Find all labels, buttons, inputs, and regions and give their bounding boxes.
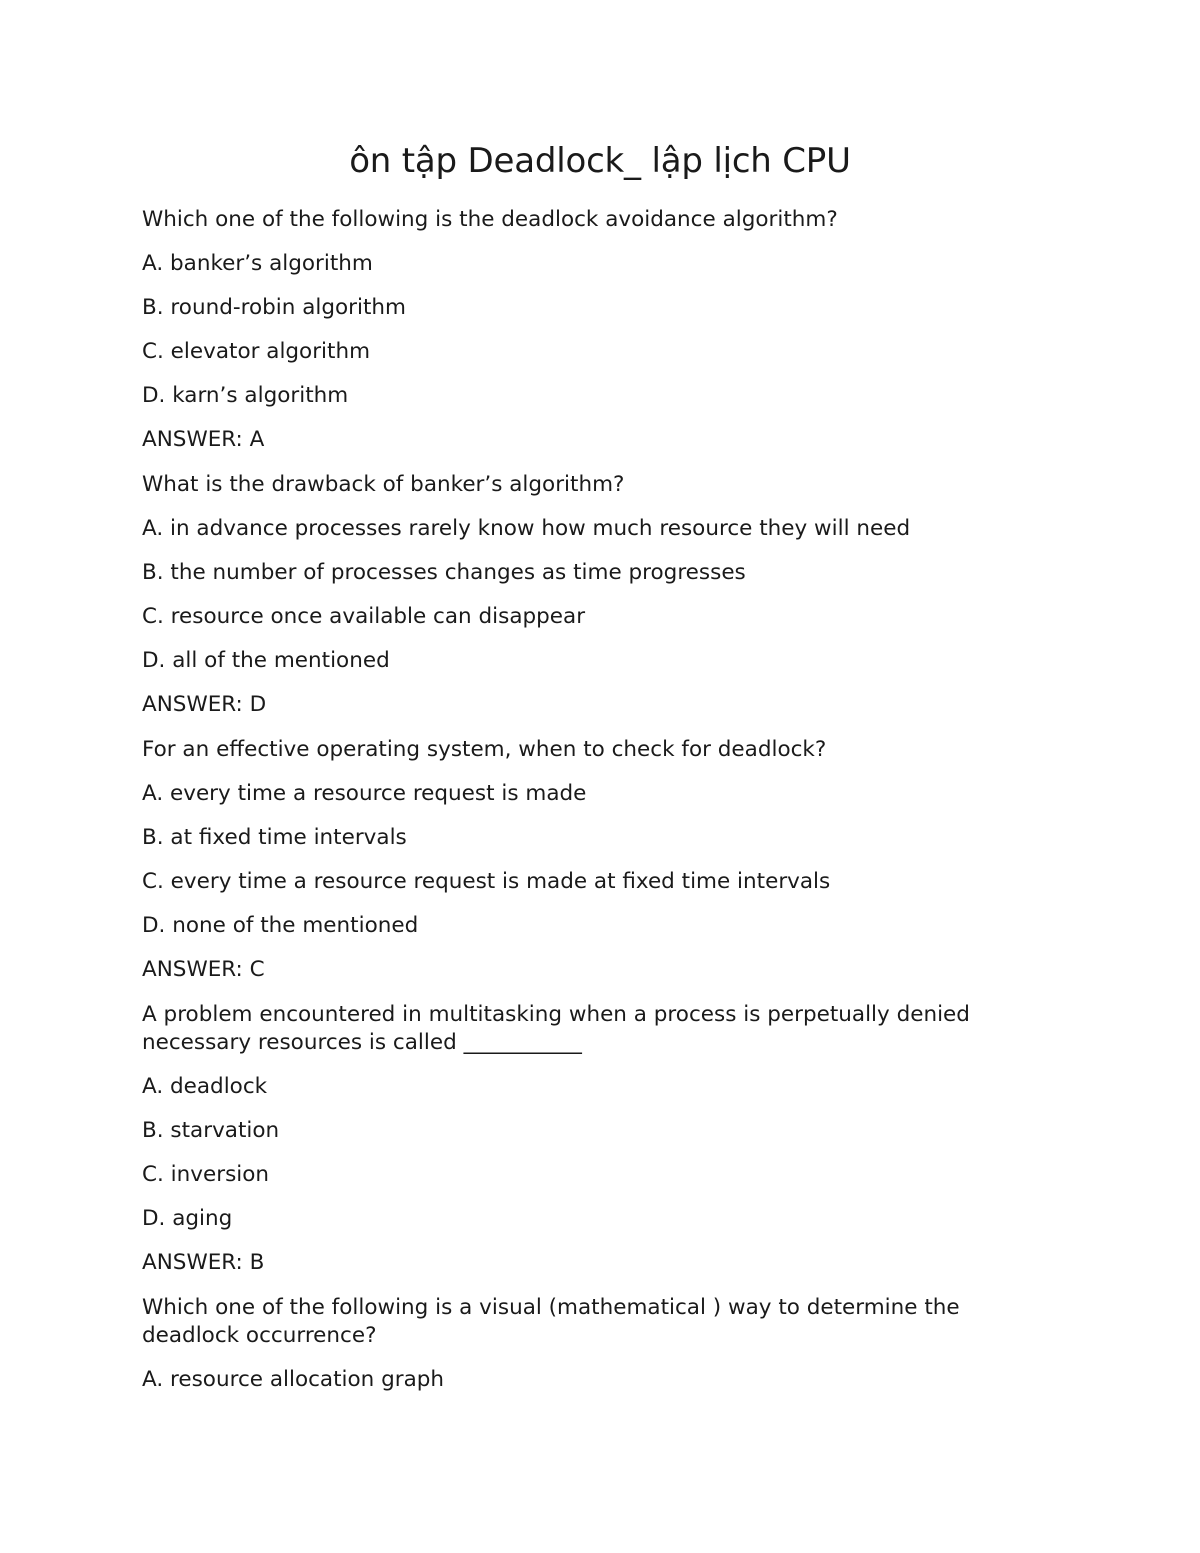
question-4-option-c: C. inversion (142, 1162, 270, 1187)
question-1-option-a: A. banker’s algorithm (142, 251, 373, 276)
question-5-option-a: A. resource allocation graph (142, 1367, 445, 1392)
document-title: ôn tập Deadlock_ lập lịch CPU (349, 141, 851, 181)
question-3-option-a: A. every time a resource request is made (142, 781, 587, 806)
question-2-option-b: B. the number of processes changes as time progresses (142, 560, 746, 585)
question-1-answer: ANSWER: A (142, 427, 265, 452)
question-2-option-c: C. resource once available can disappear (142, 604, 586, 629)
question-1-option-c: C. elevator algorithm (142, 339, 371, 364)
question-1-option-b: B. round-robin algorithm (142, 295, 406, 320)
question-3-option-b: B. at fixed time intervals (142, 825, 407, 850)
question-3-text: For an effective operating system, when to check for deadlock? (142, 737, 827, 762)
question-2-option-a: A. in advance processes rarely know how much resource they will need (142, 516, 911, 541)
question-3-option-d: D. none of the mentioned (142, 913, 419, 938)
question-3-answer: ANSWER: C (142, 957, 265, 982)
question-2-text: What is the drawback of banker’s algorithm? (142, 472, 625, 497)
question-2-option-d: D. all of the mentioned (142, 648, 390, 673)
question-2-answer: ANSWER: D (142, 692, 267, 717)
question-5-text: Which one of the following is a visual (mathematical ) way to determine the deadlock occurrence? (142, 1295, 967, 1348)
question-3-option-c: C. every time a resource request is made at fixed time intervals (142, 869, 831, 894)
question-4-option-a: A. deadlock (142, 1074, 268, 1099)
question-1-option-d: D. karn’s algorithm (142, 383, 349, 408)
document-body (142, 205, 1042, 1410)
question-1-text: Which one of the following is the deadlock avoidance algorithm? (142, 207, 838, 232)
question-4-text: A problem encountered in multitasking when a process is perpetually denied necessary resources is called ___________ (142, 1002, 977, 1055)
question-4-option-b: B. starvation (142, 1118, 280, 1143)
question-4-option-d: D. aging (142, 1206, 233, 1231)
question-4-answer: ANSWER: B (142, 1250, 265, 1275)
